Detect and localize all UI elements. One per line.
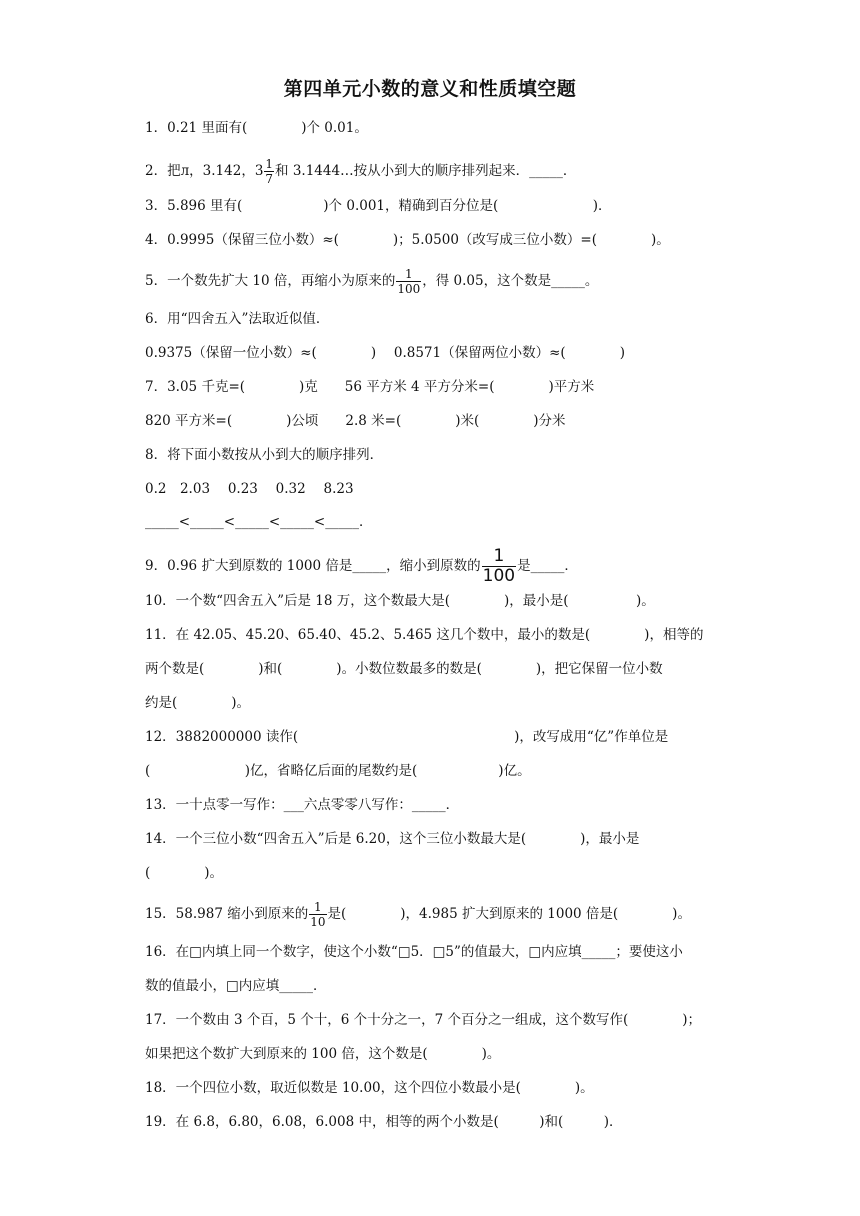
question-16-line-2: 数的值最小，□内应填_____．: [145, 978, 327, 994]
question-15-text-a: 15．58.987 缩小到原来的: [145, 906, 309, 922]
question-14: 14．一个三位小数“四舍五入”后是 6.20，这个三位小数最大是( )，最小是: [145, 831, 640, 847]
question-17: 17．一个数由 3 个百，5 个十，6 个十分之一，7 个百分之一组成，这个数写作( )；: [145, 1012, 702, 1028]
fraction-one-hundredth: $\frac{1}{100}$: [397, 267, 421, 296]
question-8-numbers: 0.2 2.03 0.23 0.32 8.23: [145, 481, 354, 497]
question-5: [145, 268, 598, 295]
question-8: 8．将下面小数按从小到大的顺序排列．: [145, 447, 384, 463]
fraction-one-tenth: $\frac{1}{10}$: [310, 900, 326, 929]
question-9-text-b: 是_____．: [517, 558, 578, 574]
fraction-one-seventh: $\frac{1}{7}$: [265, 157, 274, 186]
question-17-line-2: 如果把这个数扩大到原来的 100 倍，这个数是( )。: [145, 1046, 501, 1062]
question-18: 18．一个四位小数，取近似数是 10.00，这个四位小数最小是( )。: [145, 1080, 594, 1096]
question-11-line-2: 两个数是( )和( )。小数位数最多的数是( )，把它保留一位小数: [145, 661, 663, 677]
question-3: 3．5.896 里有( )个 0.001，精确到百分位是( )．: [145, 198, 612, 214]
question-7-parts: 820 平方米=( )公顷 2.8 米=( )米( )分米: [145, 413, 566, 429]
question-12: 12．3882000000 读作( )，改写成用“亿”作单位是: [145, 729, 669, 745]
question-9-text-a: 9．0.96 扩大到原数的 1000 倍是_____，缩小到原数的: [145, 558, 481, 574]
question-11-line-3: 约是( )。: [145, 695, 251, 711]
question-15: [145, 901, 691, 928]
question-5-text-a: 5．一个数先扩大 10 倍，再缩小为原来的: [145, 273, 396, 289]
question-9: [145, 548, 578, 585]
question-11: 11．在 42.05、45.20、65.40、45.2、5.465 这几个数中，最小的数是( )，相等的: [145, 627, 704, 643]
page-title: 第四单元小数的意义和性质填空题: [283, 78, 577, 100]
question-12-line-2: ( )亿，省略亿后面的尾数约是( )亿。: [145, 763, 531, 779]
question-15-text-b: 是( )，4.985 扩大到原来的 1000 倍是( )。: [327, 906, 691, 922]
question-4: 4．0.9995（保留三位小数）≈( )；5.0500（改写成三位小数）=( )。: [145, 232, 670, 248]
question-14-line-2: ( )。: [145, 865, 224, 881]
question-19: 19．在 6.8，6.80，6.08，6.008 中，相等的两个小数是( )和( )．: [145, 1114, 623, 1130]
question-10: 10．一个数“四舍五入”后是 18 万，这个数最大是( )，最小是( )。: [145, 593, 655, 609]
question-16: 16．在□内填上同一个数字，使这个小数“□5．□5”的值最大，□内应填_____；要使这小: [145, 944, 683, 960]
question-5-text-b: ，得 0.05，这个数是_____。: [422, 273, 599, 289]
question-8-answer-line: _____<_____<_____<_____<_____．: [145, 514, 373, 530]
fraction-one-hundredth: $\frac{1}{100}$: [482, 546, 516, 586]
question-13: 13．一十点零一写作：___六点零零八写作：_____．: [145, 797, 460, 813]
question-6: 6．用“四舍五入”法取近似值．: [145, 311, 330, 327]
question-2: [145, 158, 576, 185]
question-7: 7．3.05 千克=( )克 56 平方米 4 平方分米=( )平方米: [145, 379, 595, 395]
question-6-parts: 0.9375（保留一位小数）≈( ) 0.8571（保留两位小数）≈( ): [145, 345, 625, 361]
question-1: 1．0.21 里面有( )个 0.01。: [145, 120, 368, 136]
question-2-text-a: 2．把л，3.142，3: [145, 163, 264, 179]
question-2-text-b: 和 3.1444…按从小到大的顺序排列起来．_____．: [275, 163, 577, 179]
